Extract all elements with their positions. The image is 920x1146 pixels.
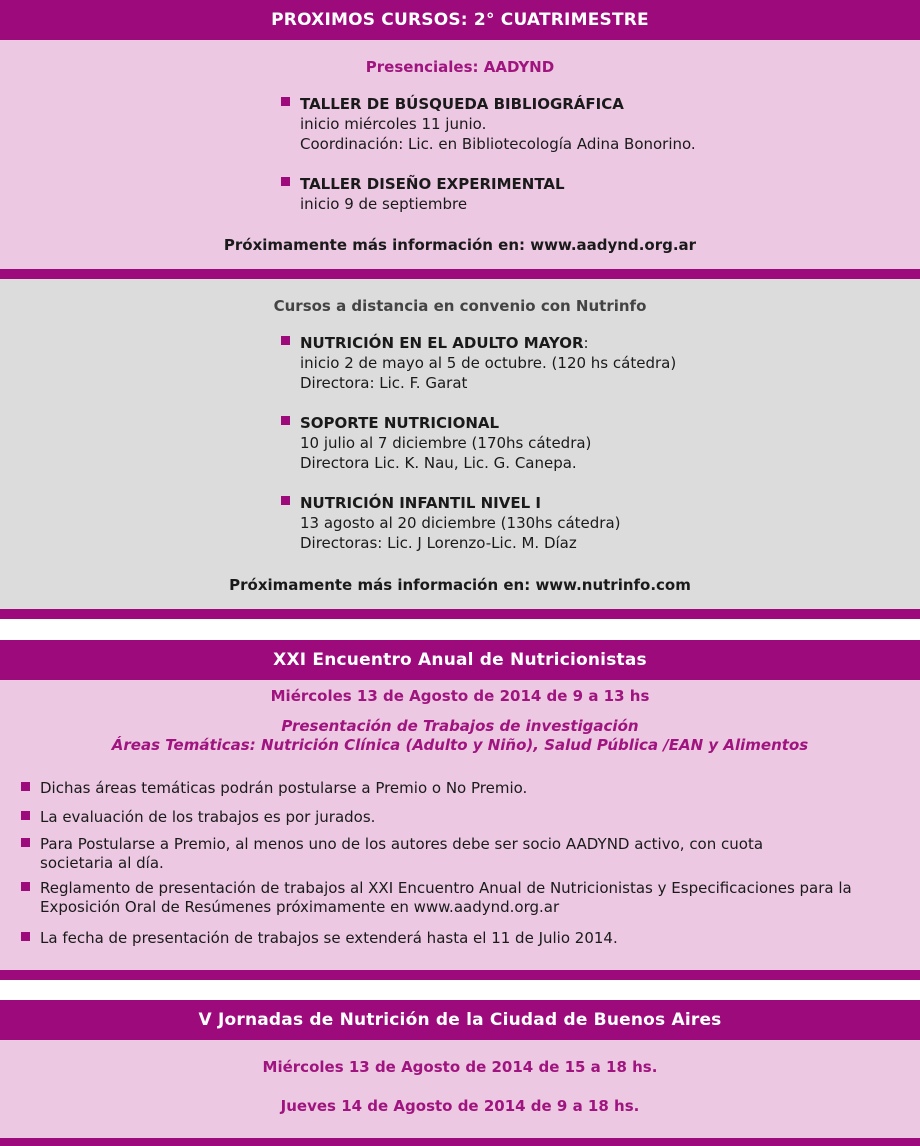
section-title-proximos-cursos: PROXIMOS CURSOS: 2° CUATRIMESTRE — [0, 0, 920, 40]
divider-bar — [0, 970, 920, 980]
course-detail: Directora Lic. K. Nau, Lic. G. Canepa. — [300, 454, 577, 472]
list-item — [300, 174, 565, 214]
course-detail: inicio miércoles 11 junio. — [300, 115, 487, 133]
bullet-square-icon — [21, 882, 30, 891]
course-title: SOPORTE NUTRICIONAL — [300, 414, 500, 432]
course-detail: inicio 2 de mayo al 5 de octubre. (120 hs cátedra) — [300, 354, 677, 372]
bullet-square-icon — [281, 416, 290, 425]
divider-bar — [0, 269, 920, 279]
course-title: NUTRICIÓN INFANTIL NIVEL I — [300, 494, 541, 512]
divider-bar — [0, 609, 920, 619]
bullet-square-icon — [281, 336, 290, 345]
list-item: La evaluación de los trabajos es por jurados. — [40, 808, 376, 826]
list-item — [300, 94, 696, 154]
bullet-square-icon — [21, 932, 30, 941]
bullet-square-icon — [281, 496, 290, 505]
course-detail: Coordinación: Lic. en Bibliotecología Adina Bonorino. — [300, 135, 696, 153]
section-title-jornadas: V Jornadas de Nutrición de la Ciudad de Buenos Aires — [0, 1000, 920, 1040]
list-item: Reglamento de presentación de trabajos al XXI Encuentro Anual de Nutricionistas y Especificaciones para la Exposición Oral de Resúmenes próximamente en www.aadynd.org.ar — [40, 879, 852, 916]
divider-bar — [0, 1138, 920, 1146]
section-title-encuentro: XXI Encuentro Anual de Nutricionistas — [0, 640, 920, 680]
list-item: Dichas áreas temáticas podrán postularse a Premio o No Premio. — [40, 779, 528, 797]
bullet-square-icon — [21, 838, 30, 847]
course-title: NUTRICIÓN EN EL ADULTO MAYOR: — [300, 334, 589, 352]
bullet-square-icon — [21, 811, 30, 820]
course-title: TALLER DE BÚSQUEDA BIBLIOGRÁFICA — [300, 95, 624, 113]
encuentro-areas: Áreas Temáticas: Nutrición Clínica (Adulto y Niño), Salud Pública /EAN y Alimentos — [111, 736, 809, 754]
bullet-square-icon — [281, 97, 290, 106]
jornadas-date-2: Jueves 14 de Agosto de 2014 de 9 a 18 hs. — [280, 1097, 640, 1115]
distancia-info-link[interactable]: Próximamente más información en: www.nutrinfo.com — [229, 576, 691, 594]
list-item — [300, 413, 591, 473]
bullet-square-icon — [21, 782, 30, 791]
distancia-heading: Cursos a distancia en convenio con Nutrinfo — [273, 297, 647, 315]
encuentro-date: Miércoles 13 de Agosto de 2014 de 9 a 13 hs — [270, 687, 650, 705]
course-detail: Directoras: Lic. J Lorenzo-Lic. M. Díaz — [300, 534, 577, 552]
course-title: TALLER DISEÑO EXPERIMENTAL — [300, 175, 565, 193]
presenciales-heading: Presenciales: AADYND — [365, 58, 555, 76]
list-item: Para Postularse a Premio, al menos uno de los autores debe ser socio AADYND activo, con cuota societaria al día. — [40, 835, 764, 872]
list-item — [300, 333, 676, 393]
presenciales-info-link[interactable]: Próximamente más información en: www.aadynd.org.ar — [223, 236, 697, 254]
jornadas-date-1: Miércoles 13 de Agosto de 2014 de 15 a 18 hs. — [262, 1058, 658, 1076]
bullet-square-icon — [281, 177, 290, 186]
course-detail: 13 agosto al 20 diciembre (130hs cátedra) — [300, 514, 621, 532]
jornadas-panel — [0, 1040, 920, 1138]
course-detail: Directora: Lic. F. Garat — [300, 374, 468, 392]
encuentro-subtitle: Presentación de Trabajos de investigación — [281, 717, 639, 735]
list-item: La fecha de presentación de trabajos se extenderá hasta el 11 de Julio 2014. — [40, 929, 618, 947]
course-detail: inicio 9 de septiembre — [300, 195, 468, 213]
list-item — [300, 493, 621, 553]
course-detail: 10 julio al 7 diciembre (170hs cátedra) — [300, 434, 592, 452]
